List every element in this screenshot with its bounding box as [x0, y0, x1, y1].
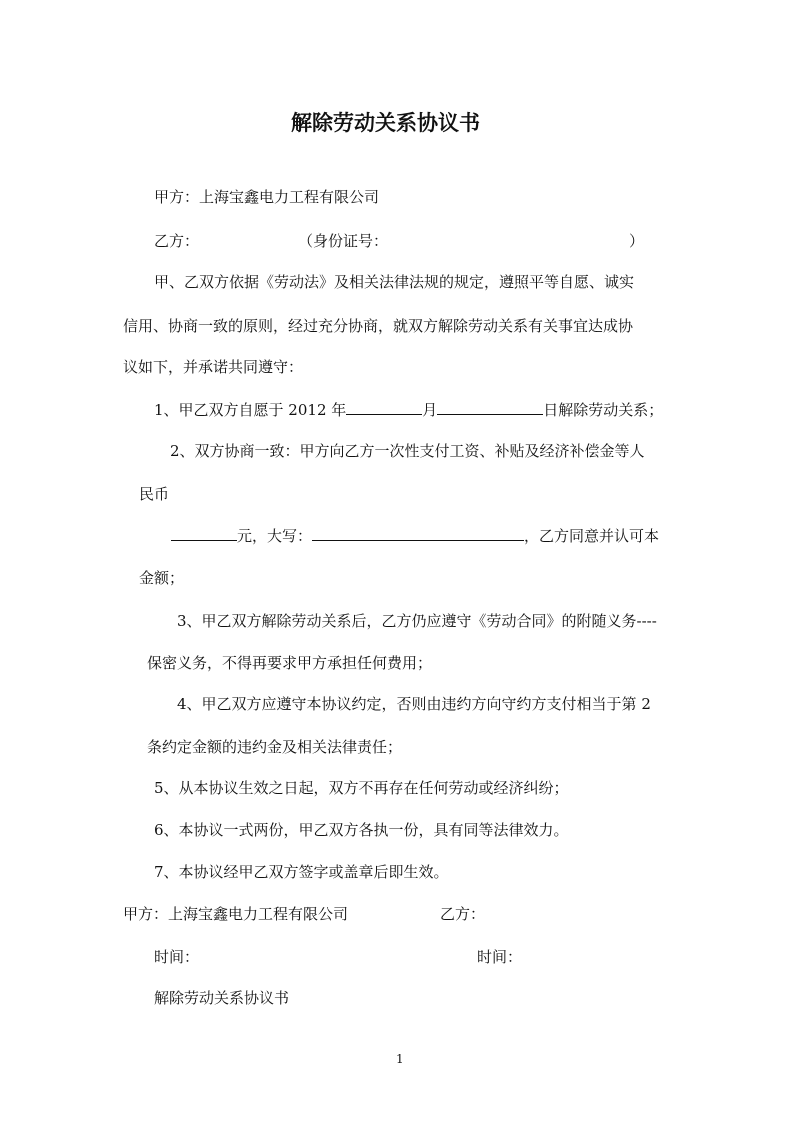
blank-amount-words[interactable]	[312, 525, 524, 541]
clause-1-part-b: 月	[422, 401, 438, 419]
clause-6: 6、本协议一式两份，甲乙双方各执一份，具有同等法律效力。	[154, 821, 569, 839]
sign-party-b: 乙方：	[440, 905, 486, 923]
sign-party-a: 甲方：上海宝鑫电力工程有限公司	[123, 905, 349, 923]
blank-day[interactable]	[437, 399, 543, 415]
clause-7: 7、本协议经甲乙双方签字或盖章后即生效。	[154, 863, 449, 881]
clause-2-part-b: ，乙方同意并认可本	[524, 527, 660, 545]
blank-amount[interactable]	[171, 525, 237, 541]
sign-time-b: 时间：	[477, 948, 523, 966]
party-b-id-label: （身份证号：	[298, 232, 389, 250]
clause-2-part-a: 元，大写：	[237, 527, 313, 545]
clause-1	[154, 399, 663, 420]
clause-3-line-2: 保密义务，不得再要求甲方承担任何费用；	[147, 654, 433, 672]
clause-4-line-2: 条约定金额的违约金及相关法律责任；	[147, 738, 403, 756]
party-b-id-close: ）	[629, 232, 645, 250]
clause-5: 5、从本协议生效之日起，双方不再存在任何劳动或经济纠纷；	[154, 779, 569, 797]
intro-line-3: 议如下，并承诺共同遵守：	[123, 358, 304, 376]
sign-time-a: 时间：	[154, 948, 200, 966]
clause-1-part-c: 日解除劳动关系；	[543, 401, 664, 419]
footer-title: 解除劳动关系协议书	[154, 989, 290, 1007]
clause-2-line-3	[171, 525, 659, 546]
clause-1-part-a: 1、甲乙双方自愿于 2012 年	[154, 401, 347, 419]
clause-2-line-1: 2、双方协商一致：甲方向乙方一次性支付工资、补贴及经济补偿金等人	[170, 442, 645, 460]
document-title: 解除劳动关系协议书	[291, 110, 480, 135]
party-b-label: 乙方：	[154, 232, 200, 250]
intro-line-2: 信用、协商一致的原则，经过充分协商，就双方解除劳动关系有关事宜达成协	[123, 317, 634, 335]
blank-month[interactable]	[346, 399, 422, 415]
party-a-line: 甲方：上海宝鑫电力工程有限公司	[154, 188, 380, 206]
clause-2-line-4: 金额；	[139, 569, 185, 587]
clause-2-line-2: 民币	[139, 485, 170, 503]
clause-4-line-1: 4、甲乙双方应遵守本协议约定，否则由违约方向守约方支付相当于第 2	[177, 695, 651, 713]
intro-line-1: 甲、乙双方依据《劳动法》及相关法律法规的规定，遵照平等自愿、诚实	[154, 273, 635, 291]
page-number: 1	[396, 1052, 404, 1066]
clause-3-line-1: 3、甲乙双方解除劳动关系后，乙方仍应遵守《劳动合同》的附随义务----	[177, 612, 657, 630]
